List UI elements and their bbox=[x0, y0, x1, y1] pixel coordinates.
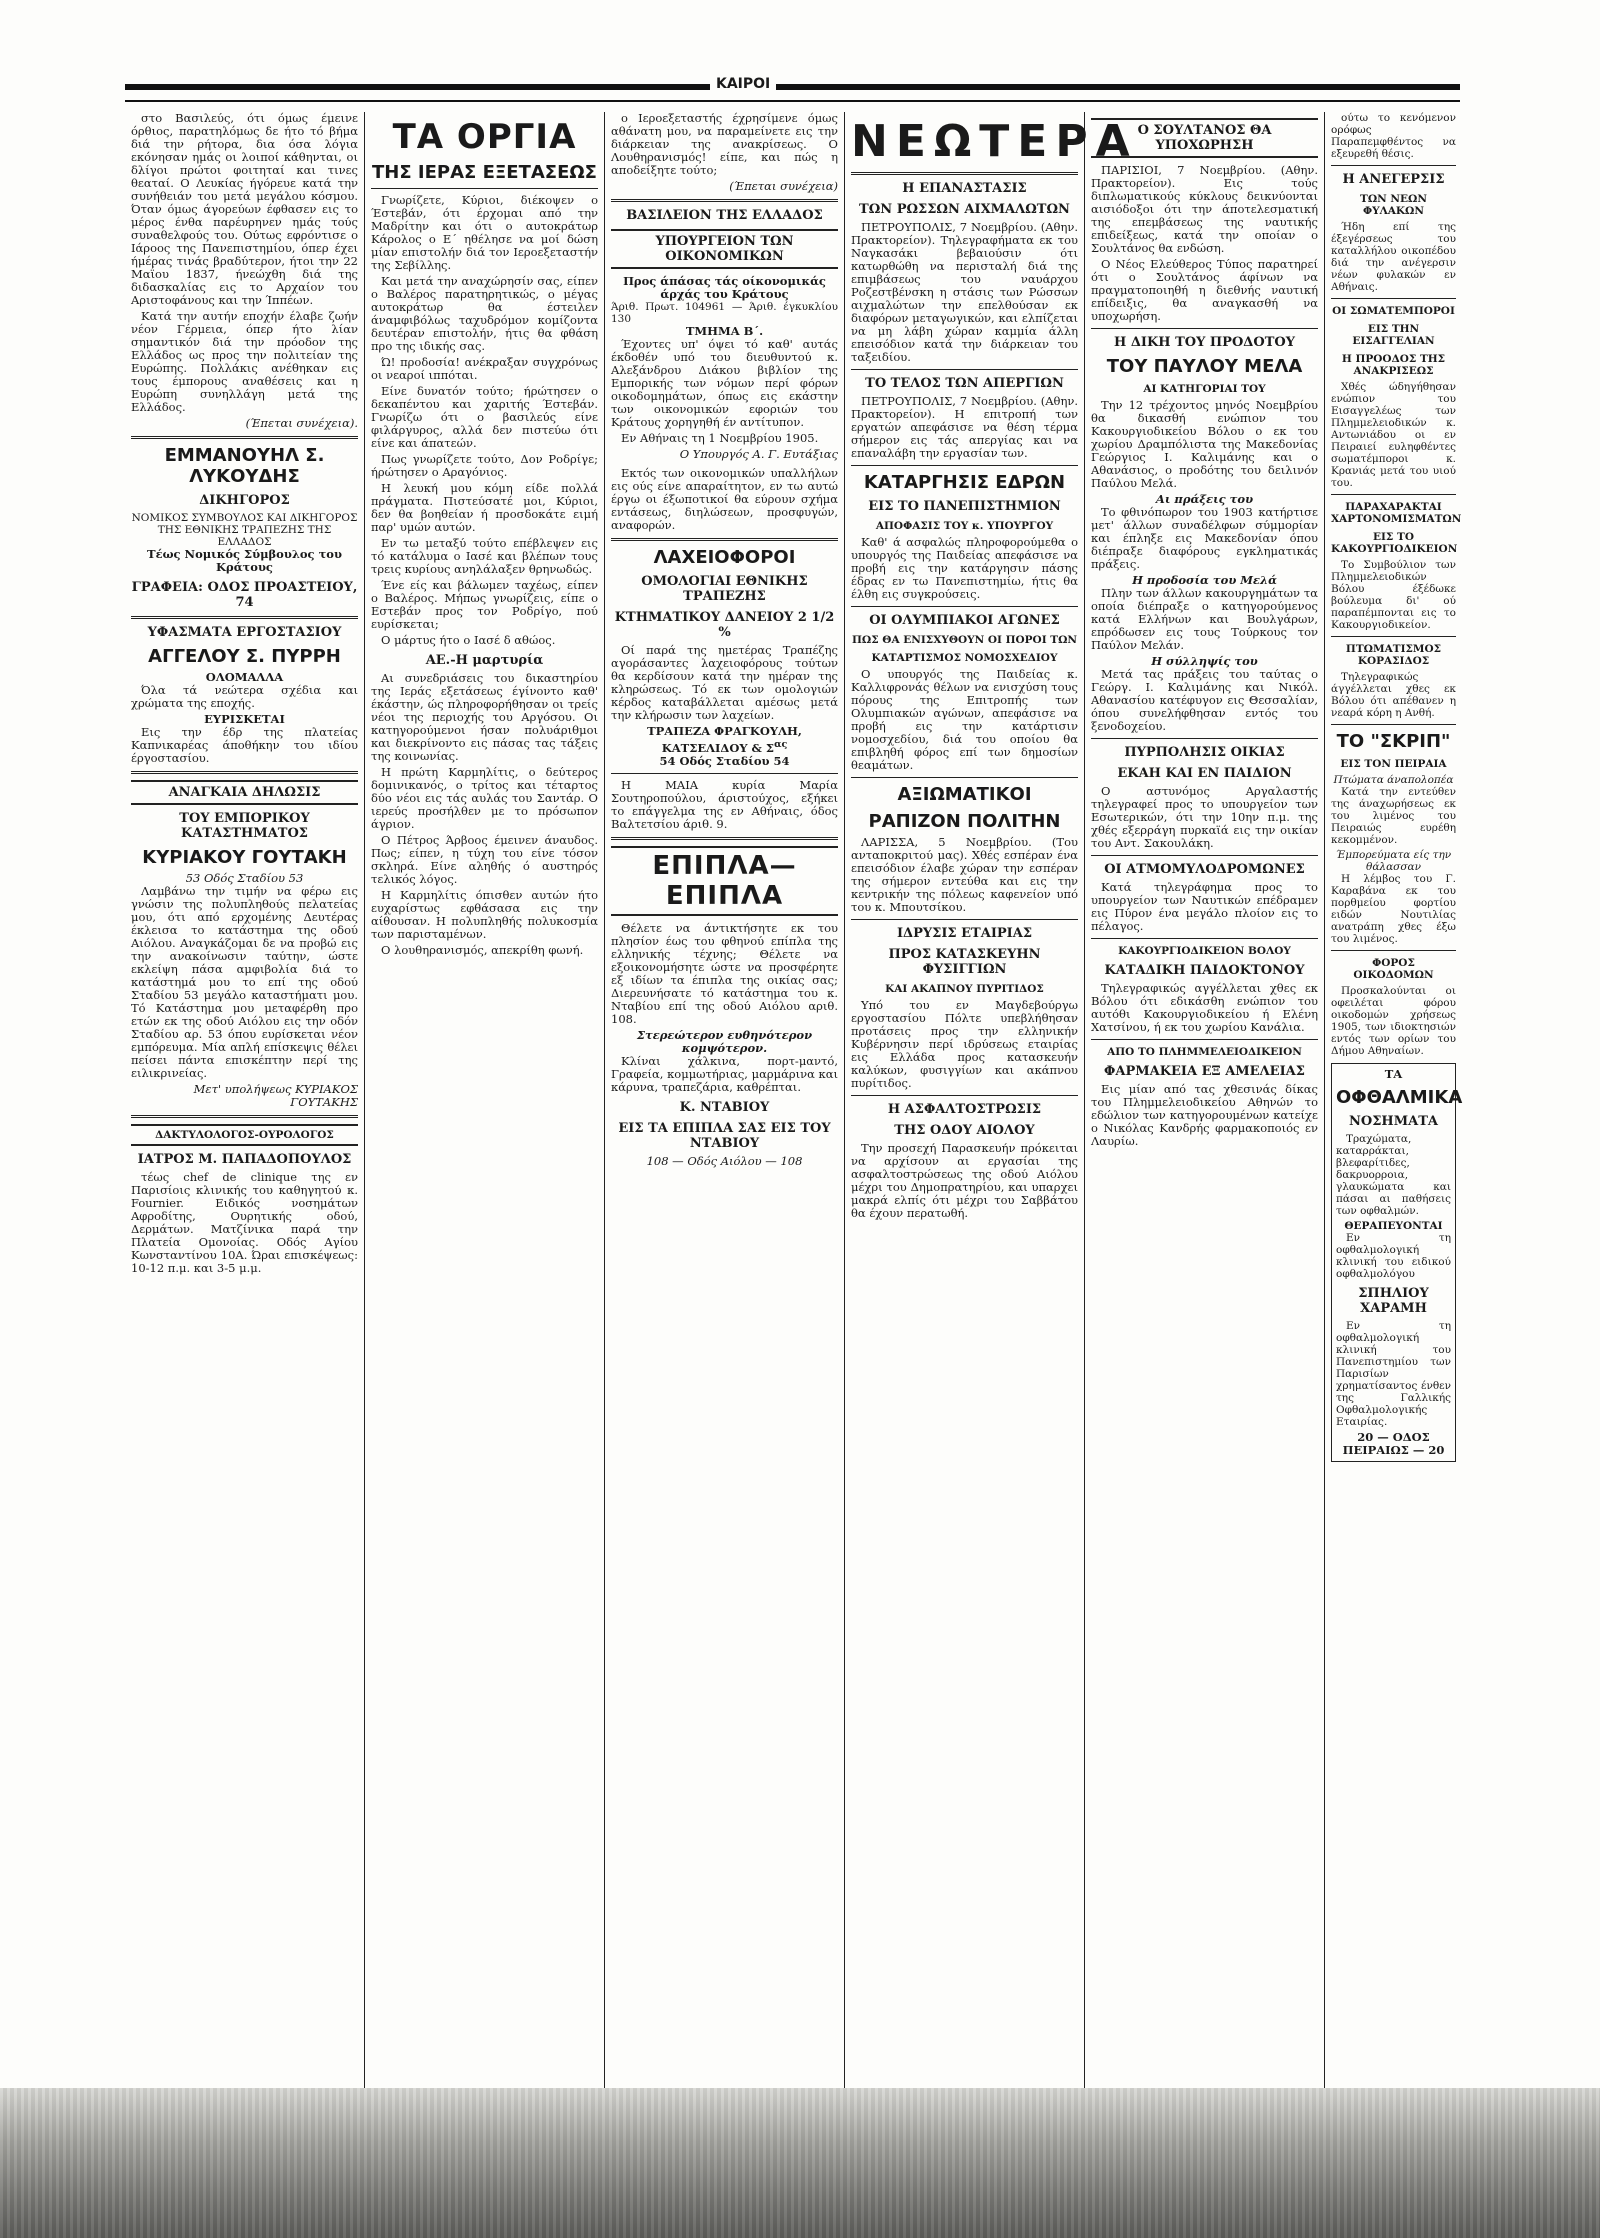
ad-eye-text: Τραχώματα, καταρράκται, βλεφαρίτιδες, δακρυορροια, γλαυκώματα και πάσαι αι παθήσεις των οφθαλμών. bbox=[1336, 1133, 1451, 1217]
announcement-signature: Ο Υπουργός Α. Γ. Ευτάξιας bbox=[679, 447, 838, 461]
ad-lawyer-name: ΕΜΜΑΝΟΥΗΛ Σ. ΛΥΚΟΥΔΗΣ bbox=[164, 445, 325, 487]
serial-text: ο Ιεροεξεταστής έχρησίμενε όμως αθάνατη μου, να παραμείνετε εις την διάρκειαν της ανακρίσεως. Ο Λουθηρανισμός! είπε, και πώς η αποδείξητε τούτο; bbox=[611, 111, 838, 177]
news-section-heading: Πτώματα άναπολοπέα bbox=[1333, 774, 1454, 786]
announcement-text: Έχοντες υπ' όψει τό καθ' αυτάς έκδοθέν υπό του διευθυντού κ. Αλεξάνδρου Διάκου βιβλίον της Εμπορικής των νόμων περί φόρων οικοδομημάτων, όπως εις εκάστην των οικονομικών εφοριών του Κράτους χορηγηθή έν αντίτυπον. bbox=[611, 337, 838, 429]
ad-notice-sub: ΤΟΥ ΕΜΠΟΡΙΚΟΥ ΚΑΤΑΣΤΗΜΑΤΟΣ bbox=[179, 811, 310, 841]
news-text: Το φθινόπωρον του 1903 κατήρτισε μετ' άλλων συναδέλφων σύμμορίαν και έπληξε εις Μακεδονίαν όπου διέπραξε διαφόρους εγκληματικάς πράξεις. bbox=[1091, 505, 1318, 571]
news-subheadline: ΡΑΠΙΖΟΝ ΠΟΛΙΤΗΝ bbox=[868, 811, 1061, 832]
ad-eye-therapy: ΘΕΡΑΠΕΥΟΝΤΑΙ bbox=[1344, 1220, 1443, 1232]
news-subheadline: ΠΡΟΣ ΚΑΤΑΣΚΕΥΗΝ ΦΥΣΙΓΓΙΩΝ bbox=[888, 947, 1041, 977]
serial-text: Γνωρίζετε, Κύριοι, διέκοψεν ο Έστεβάν, ότι έρχομαι από την Μαδρίτην και ότι ο αυτοκράτωρ Κάρολος ο Ε΄ ηθέλησε να μοί δώση μίαν επιστολήν διά τον Ιεροεξεταστήν της Σεβίλλης. bbox=[371, 193, 598, 272]
news-text: Το Συμβούλιον των Πλημμελειοδικών Βόλου έξέδωκε βούλευμα δι' ού παραπέμπονται εις το Κακουργιοδικείον. bbox=[1331, 559, 1456, 631]
news-text: Την 12 τρέχοντος μηνός Νοεμβρίου θα δικασθή ενώπιον του Κακουργιοδικείου Βόλου ο εκ του χωρίου Δραμπόλιστα της Μακεδονίας Γεώργιος Ι. Καλιμάνης και ο Αθανάσιος, ο προδότης του δειλινόν Παύλου Μελά. bbox=[1091, 398, 1318, 490]
news-subheadline: ΕΙΣ ΤΟΝ ΠΕΙΡΑΙΑ bbox=[1340, 758, 1447, 770]
ad-notice-text: Λαμβάνω την τιμήν να φέρω εις γνώσιν της πολυπληθούς πελατείας μου, ότι από ερχομένης Δευτέρας έκλεισα το κατάστημα της οδού Αιόλου. Αναγκάζομαι δε να προβώ εις την ανακοίνωσιν ταύτην, ώστε εκλείψη πάσα αμφιβολία διά το κατάστημά μου το επί της οδού Σταδίου 53 μεγάλο καταστήματι μου. Τό Κατάστημα μου μεταφέρθη προ ετών εκ της οδού Αιόλου εις την οδόν Σταδίου αρ. 53 όπου ευρίσκεται νέον εμπόρευμα. Μία απλή επίσκεψις θέλει πείσει πάντα επισκέπτην περί της ειλικρινείας. bbox=[131, 884, 358, 1080]
serial-chapter-heading: ΑΕ.-Η μαρτυρία bbox=[425, 653, 544, 668]
announcement-recipients: Προς άπάσας τάς οίκονομικάς άρχάς του Κράτους bbox=[623, 274, 826, 301]
article-text: Κατά την αυτήν εποχήν έλαβε ζωήν νέον Γέρμεια, όπερ ήτο λίαν σημαντικόν διά την πρόοδον της Ελλάδος ως προς την πολιτείαν της Ευρώπης. Πολλάκις ανέθηκαν εις τους έμπορους αναθέσεις και η Ευρώπη συνηλλάγη μετά της Ελλάδος. bbox=[131, 309, 358, 414]
serial-text: Ο μάρτυς ήτο ο Ιασέ δ αθώος. bbox=[381, 633, 556, 647]
news-text: Ήδη επί της έξεγέρσεως του καταλλήλου οικοπέδου διά την ανέγερσιν νέων φυλακών εν Αθήναις. bbox=[1331, 221, 1456, 293]
serial-text: Ο λουθηρανισμός, απεκρίθη φωνή. bbox=[381, 943, 584, 957]
news-subheadline: ΤΟΥ ΠΑΥΛΟΥ ΜΕΛΑ bbox=[1106, 356, 1303, 377]
masthead-rule bbox=[125, 84, 1460, 102]
ad-lawyer-line: Τέως Νομικός Σύμβουλος του Κράτους bbox=[147, 547, 342, 574]
serial-text: Ένε είς και βάλωμεν ταχέως, είπεν ο Βαλέρος. Μήπως γνωρίζεις, είπε ο Εστεβάν προς τον Ροδρίγο, πού ευρίσκεται; bbox=[371, 578, 598, 631]
continuation-note: (Έπεται συνέχεια) bbox=[729, 179, 838, 193]
column-2 bbox=[365, 112, 605, 2088]
ad-doctor-heading: ΔΑΚΤΥΛΟΛΟΓΟΣ-ΟΥΡΟΛΟΓΟΣ bbox=[131, 1124, 358, 1146]
serial-text: Η πρώτη Καρμηλίτις, ο δεύτερος δομινικανός, ο τρίτος και τέταρτος δύο νέοι εις τάς αυλάς του Σαντάρ. Ο ιερεύς προσήλθεν με το πρόσωπον άγριον. bbox=[371, 765, 598, 831]
news-text: Υπό του εν Μαγδεβούργω εργοστασίου Πόλτε υπεβλήθησαν προτάσεις προς την ελληνικήν Κυβέρνησιν περί ιδρύσεως εταιρίας εις Ελλάδα προς κατασκευήν καλύκων, φυσιγγίων και ακάπνου πυρίτιδος. bbox=[851, 998, 1078, 1090]
ad-eye-text2: Εν τη οφθαλμολογική κλινική του ειδικού οφθαλμολόγου bbox=[1336, 1232, 1451, 1280]
news-text: Κατά τηλεγράφημα προς το υπουργείον των Ναυτικών επέδραμεν εις Πύρον ένα μεγάλο πλοίον εις το πέλαγος. bbox=[1091, 880, 1318, 933]
serial-text: Είνε δυνατόν τούτο; ήρώτησεν ο δεκαπέντου και χαριτής Έστεβάν. Γνωρίζω ότι ο βασιλεύς είνε φιλάργυρος, αλλά δεν πιστεύω ότι είνε και άπατεών. bbox=[371, 384, 598, 450]
news-subheadline: ΕΙΣ ΤΗΝ ΕΙΣΑΓΓΕΛΙΑΝ bbox=[1352, 323, 1435, 347]
news-text: ΠΕΤΡΟΥΠΟΛΙΣ, 7 Νοεμβρίου. (Αθην. Πρακτορείον). Η επιτροπή των εργατών απεφάσισε να θέση τέρμα σήμερον εις τάς απεργίας και να επαναλάβη την εργασίαν των. bbox=[851, 394, 1078, 460]
ad-lottery-sub: ΟΜΟΛΟΓΙΑΙ ΕΘΝΙΚΗΣ ΤΡΑΠΕΖΗΣ bbox=[641, 574, 808, 604]
ad-eye-doctor bbox=[1331, 1063, 1463, 1462]
ad-lottery-address: 54 Οδός Σταδίου 54 bbox=[659, 753, 790, 768]
serial-text: Η λευκή μου κόμη είδε πολλά πράγματα. Πιστεύσατέ μοι, Κύριοι, δεν θα βοηθείαν ή προσδοκάτε ειμή παρ' υμών αυτών. bbox=[371, 481, 598, 534]
news-section-heading: Η σύλληψίς του bbox=[1151, 654, 1258, 668]
ad-furniture-name: Κ. ΝΤΑΒΙΟΥ bbox=[679, 1099, 770, 1115]
serial-subtitle: ΤΗΣ ΙΕΡΑΣ ΕΞΕΤΑΣΕΩΣ bbox=[372, 162, 597, 183]
news-text: Πλην των άλλων κακουργημάτων τα οποία διέπραξε ο κατηγορούμενος κατά Ελλήνων και Βουλγάρων, επρόδωσεν εις τους Τούρκους τον Παύλον Μελάν. bbox=[1091, 586, 1318, 652]
ad-furniture-text: Θέλετε να άντικτήσητε εκ του πλησίον έως του φθηνού επίπλα της ελληνικής τέχνης; Θέλετε να εξοικονομήσητε ώστε να προσφέρητε εξ ιδίων τα έπιπλα της οικίας σας; Διερευνήσατε τό κατάστημα του κ. Νταβίου επί της οδού Αιόλου αριθ. 108. bbox=[611, 920, 838, 1026]
news-text: ΠΕΤΡΟΥΠΟΛΙΣ, 7 Νοεμβρίου. (Αθην. Πρακτορείον). Τηλεγραφήματα εκ του Ναγκασάκι βεβαιούσιν ότι κατωρθώθη να περισταλή διά της επιμβάσεως του ναυάρχου Ροζεστβένσκη η στάσις των Ρώσσων αιχμαλώτων την επελθούσαν εκ διαφόρων μεταγωγικών, και ελπίζεται να μη λάβη χώραν καμμία άλλη επεισόδιον κατά την διάρκειαν του ταξειδίου. bbox=[851, 220, 1078, 364]
news-headline: ΚΑΚΟΥΡΓΙΟΔΙΚΕΙΟΝ ΒΟΛΟΥ bbox=[1118, 945, 1291, 957]
news-headline: Ο ΣΟΥΛΤΑΝΟΣ ΘΑ ΥΠΟΧΩΡΗΣΗ bbox=[1091, 118, 1318, 158]
news-text: Ο υπουργός της Παιδείας κ. Καλλιφρονάς θέλων να ενισχύση τους πόρους της Επιτροπής των Ολυμπιακών αγώνων, απεφάσισε να προβή εις την κατάρτισιν νομοσχεδίου, διά του οποίου θα επιβληθή φόρος επί των δημοσίων θεαμάτων. bbox=[851, 667, 1078, 772]
ad-furniture-slogan: Στερεώτερον ευθηνότερον κομψότερον. bbox=[636, 1027, 813, 1055]
column-3 bbox=[605, 112, 845, 2088]
news-subheadline: ΕΙΣ ΤΟ ΚΑΚΟΥΡΓΙΟΔΙΚΕΙΟΝ bbox=[1331, 531, 1458, 555]
news-text: Τηλεγραφικώς άγγέλλεται χθες εκ Βόλου ότι απέθανεν η νεαρά κόρη η Ανθή. bbox=[1331, 671, 1456, 719]
ad-midwife-text: Η ΜΑΙΑ κυρία Μαρία Σουτηροπούλου, άριστούχος, εξήκει το επάγγελμα της εν Αθήναις, όδος Βαλτετσίου άριθ. 9. bbox=[611, 777, 838, 831]
news-text: Χθές ώδηγήθησαν ενώπιον του Εισαγγελέως των Πλημμελειοδικών κ. Αντωνιάδου οι εν Πειραιεί ευληφθέντες σωματέμποροι κ. Κρανιάς μετά του υιού του. bbox=[1331, 381, 1456, 489]
announcement-kingdom: ΒΑΣΙΛΕΙΟΝ ΤΗΣ ΕΛΛΑΔΟΣ bbox=[626, 208, 823, 223]
news-headline: Η ΑΝΕΓΕΡΣΙΣ bbox=[1342, 172, 1445, 187]
news-subheadline: ΦΑΡΜΑΚΕΙΑ ΕΞ ΑΜΕΛΕΙΑΣ bbox=[1104, 1064, 1305, 1079]
ad-notice-signature: Μετ' υπολήψεως ΚΥΡΙΑΚΟΣ ΓΟΥΤΑΚΗΣ bbox=[193, 1082, 358, 1109]
ad-lawyer-subtitle: ΝΟΜΙΚΟΣ ΣΥΜΒΟΥΛΟΣ ΚΑΙ ΔΙΚΗΓΟΡΟΣ ΤΗΣ ΕΘΝΙΚΗΣ ΤΡΑΠΕΖΗΣ ΤΗΣ ΕΛΛΑΔΟΣ bbox=[131, 512, 358, 548]
ad-eye-address: 20 — ΟΔΟΣ ΠΕΙΡΑΙΩΣ — 20 bbox=[1342, 1430, 1445, 1457]
ad-notice-heading: ΑΝΑΓΚΑΙΑ ΔΗΛΩΣΙΣ bbox=[131, 780, 358, 805]
news-text: ΛΑΡΙΣΣΑ, 5 Νοεμβρίου. (Του ανταποκριτού μας). Χθές εσπέραν ένα επεισόδιον έλαβε χώραν την εσπέραν της σήμερον εντεύθα και εις την κεντρικήν της πόλεως καφενείον υπό του κ. Μπουτσίκου. bbox=[851, 835, 1078, 914]
news-headline: ΠΤΩΜΑΤΙΣΜΟΣ ΚΟΡΑΣΙΔΟΣ bbox=[1345, 643, 1442, 667]
news-headline: ΑΞΙΩΜΑΤΙΚΟΙ bbox=[897, 784, 1032, 805]
article-text: στο Βασιλεύς, ότι όμως έμεινε όρθιος, παρατηλόμως δε ήτο τό βήμα διά την ρήτορα, δια όσα λόγια εκόνησαν ημάς οι λοιποί κάθηνται, οι δλίγοι πρώτοι φοιτηταί και τινες θεαταί. Ο Λευκίας ήγόρευε κατά την συνήθειάν του μετά μεγάλου κόσμου. Όταν όμως άγορεύων έφθασεν εις το μέρος ένθα παρέυρηνεν ημάς τούς συναθελφούς του. Ούτως εφρόντισε ο Ιάροος της Πανεπιστημίου, όπερ έχει ήμέρας τινάς βραδύτερον, ήτοι την 22 Μαΐου 1837, ήνεώχθη διά της διδασκαλίας εις το Αρχαίον του Αριστοφάνους και την Ίππέων. bbox=[131, 111, 358, 307]
news-text: Προσκαλούνται οι οφειλέται φόρου οικοδομών χρήσεως 1905, των ιδιοκτησιών εντός των ορίων του Δήμου Αθηναίων. bbox=[1331, 985, 1456, 1057]
news-text: ΠΑΡΙΣΙΟΙ, 7 Νοεμβρίου. (Αθην. Πρακτορείον). Εις τούς διπλωματικούς κύκλους δεικνύονται αισιόδοξοι ότι την άποτελεσματική της επεμβάσεως της ναυτικής επιδείξεως, κατά την οποίαν ο Σουλτάνος θα ενδώση. bbox=[1091, 163, 1318, 255]
news-headline: ΑΠΟ ΤΟ ΠΛΗΜΜΕΛΕΙΟΔΙΚΕΙΟΝ bbox=[1107, 1046, 1302, 1058]
serial-text: Εν τω μεταξύ τούτο επέβλεψεν εις τό κατάλυμα ο Ιασέ και βλέπων τους τρεις κυρίους ανηλάλαξεν θρηνωδώς. bbox=[371, 536, 598, 576]
news-headline: ΚΑΤΑΡΓΗΣΙΣ ΕΔΡΩΝ bbox=[863, 472, 1066, 493]
ad-lottery-sub2: ΚΤΗΜΑΤΙΚΟΥ ΔΑΝΕΙΟΥ 2 1/2 % bbox=[614, 610, 835, 640]
ad-fabrics-text: Όλα τά νεώτερα σχέδια και χρώματα της εποχής. bbox=[131, 683, 358, 710]
news-text: Τηλεγραφικώς αγγέλλεται χθες εκ Βόλου ότι εδικάσθη ενώπιον του αυτόθι Κακουργιοδικείου ή Ελένη Χατσίνου, ή εκ του χωρίου Κανάλια. bbox=[1091, 981, 1318, 1034]
news-subheadline: ΑΙ ΚΑΤΗΓΟΡΙΑΙ ΤΟΥ bbox=[1143, 383, 1266, 395]
ad-furniture-address: 108 — Οδός Αιόλου — 108 bbox=[646, 1153, 803, 1168]
serial-text: Η Καρμηλίτις όπισθεν αυτών ήτο ευχαρίστως εφθάσασα εις την αίθουσαν. Η πολυπληθής πολυκοσμία των παρισταμένων. bbox=[371, 888, 598, 941]
news-headline: ΙΔΡΥΣΙΣ ΕΤΑΙΡΙΑΣ bbox=[896, 926, 1033, 941]
news-text: Ο Νέος Ελεύθερος Τύπος παρατηρεί ότι ο Σουλτάνος άφίνων να πραγματοποιηθή η διεθνής ναυτική επίδειξις, θα αναγκασθή να υποχωρήση. bbox=[1091, 257, 1318, 323]
news-headline: ΦΟΡΟΣ ΟΙΚΟΔΟΜΩΝ bbox=[1353, 957, 1434, 981]
news-text: Εις μίαν από τας χθεσινάς δίκας του Πλημμελειοδικείου Αθηνών το εδώλιον των κατηγορουμένων κατείχε ο Νικόλας Κανδρής φαρμακοποιός εν Λαυρίω. bbox=[1091, 1082, 1318, 1148]
news-headline: Η ΕΠΑΝΑΣΤΑΣΙΣ bbox=[902, 181, 1027, 196]
ad-notice-name: ΚΥΡΙΑΚΟΥ ΓΟΥΤΑΚΗ bbox=[142, 847, 347, 868]
column-4 bbox=[845, 112, 1138, 2088]
ad-fabrics-name: ΑΓΓΕΛΟΥ Σ. ΠΥΡΡΗ bbox=[148, 646, 341, 667]
news-text: Κατά την εντεύθεν της άναχωρήσεως εκ του λιμένος του Πειραιώς ευρέθη κεκομμένον. bbox=[1331, 786, 1456, 846]
ad-lawyer-title: ΔΙΚΗΓΟΡΟΣ bbox=[199, 493, 290, 508]
news-headline: ΤΟ ΤΕΛΟΣ ΤΩΝ ΑΠΕΡΓΙΩΝ bbox=[865, 376, 1064, 391]
news-headline: ΤΟ "ΣΚΡΙΠ" bbox=[1336, 731, 1451, 752]
news-headline: ΠΑΡΑΧΑΡΑΚΤΑΙ ΧΑΡΤΟΝΟΜΙΣΜΑΤΩΝ bbox=[1331, 501, 1462, 525]
ad-notice-address: 53 Οδός Σταδίου 53 bbox=[185, 871, 304, 885]
ad-furniture-text2: Κλίναι χάλκινα, πορτ-μαντό, Γραφεία, κομμωτήριας, μαρμάρινα και κάρυνα, τραπεζάρια, καθρέπται. bbox=[611, 1053, 838, 1094]
continuation-note: (Έπεται συνέχεια). bbox=[245, 416, 358, 430]
ad-eye-title2: ΝΟΣΗΜΑΤΑ bbox=[1349, 1114, 1438, 1129]
news-subheadline: ΚΑΤΑΡΤΙΣΜΟΣ ΝΟΜΟΣΧΕΔΙΟΥ bbox=[871, 652, 1058, 664]
ad-eye-ta: ΤΑ bbox=[1384, 1067, 1403, 1081]
news-section-heading: Έμπορεύματα είς την θάλασσαν bbox=[1335, 849, 1452, 873]
news-subheadline: ΚΑΙ ΑΚΑΠΝΟΥ ΠΥΡΙΤΙΔΟΣ bbox=[885, 983, 1044, 995]
news-headline: ΟΙ ΣΩΜΑΤΕΜΠΟΡΟΙ bbox=[1332, 305, 1455, 317]
ad-fabrics-find: ΕΥΡΙΣΚΕΤΑΙ bbox=[204, 712, 285, 726]
announcement-reference: Άριθ. Πρωτ. 104961 — Άριθ. έγκυκλίου 130 bbox=[611, 301, 838, 325]
column-5 bbox=[1085, 112, 1325, 2088]
news-headline: Η ΑΣΦΑΛΤΟΣΤΡΩΣΙΣ bbox=[887, 1102, 1042, 1117]
news-text: ούτω το κενόμενον ορόφως Παραπεμφθέντος να εξευρεθή θέσις. bbox=[1331, 112, 1456, 160]
serial-text: Πως γνωρίζετε τούτο, Δον Ροδρίγε; ήρώτησεν ο Αραγόνιος. bbox=[371, 452, 598, 479]
news-subheadline: ΤΩΝ ΡΩΣΣΩΝ ΑΙΧΜΑΛΩΤΩΝ bbox=[859, 202, 1070, 217]
ad-furniture-heading: ΕΠΙΠΛΑ—ΕΠΙΠΛΑ bbox=[611, 846, 838, 916]
news-section-heading: Η προδοσία του Μελά bbox=[1132, 573, 1277, 587]
ad-doctor-text: τέως chef de clinique της εν Παρισίοις κλινικής του καθηγητού κ. Fournier. Ειδικός νοσημάτων Αφροδίτης, Ουρητικής οδού, Δερμάτων. Ματζίνικα παρά την Πλατεία Ομονοίας. Οδός Αγίου Κωνσταντίνου 10Α. Ώραι επισκέψεως: 10-12 π.μ. και 3-5 μ.μ. bbox=[131, 1170, 358, 1275]
masthead-title: ΚΑΙΡΟΙ bbox=[710, 76, 776, 92]
news-subheadline: Η ΠΡΟΟΔΟΣ ΤΗΣ ΑΝΑΚΡΙΣΕΩΣ bbox=[1341, 353, 1446, 377]
scan-shadow-area bbox=[0, 2088, 1600, 2238]
ad-eye-name: ΣΠΗΛΙΟΥ ΧΑΡΑΜΗ bbox=[1358, 1286, 1429, 1316]
serial-text: Ο Πέτρος Άρβοος έμεινεν άναυδος. Πως; είπεν, η τύχη του είνε τόσον σκληρά. Είνε αληθής ό αυστηρός τελικός λόγος. bbox=[371, 833, 598, 886]
column-6 bbox=[1325, 112, 1462, 2088]
ad-eye-title: ΟΦΘΑΛΜΙΚΑ bbox=[1336, 1087, 1463, 1108]
ad-fabrics-text2: Εις την έδρ της πλατείας Καπνικαρέας άποθήκην του ιδίου έργοστασίου. bbox=[131, 725, 358, 765]
ad-eye-text3: Εν τη οφθαλμολογική κλινική του Πανεπιστημίου των Παρισίων χρηματίσαντος ένθεν της Γαλλικής Οφθαλμολογικής Εταιρίας. bbox=[1336, 1320, 1451, 1428]
serial-text: Και μετά την αναχώρησίν σας, είπεν ο Βαλέρος παρατηρητικώς, ο μέγας αυτοκράτωρ θα έστειλεν άναμφιβόλως ταχυδρόμον κομίζοντα δευτέραν επιστολήν, ήτις θα φθάση προ της ιδικής σας. bbox=[371, 274, 598, 353]
section-title: ΝΕΩΤΕΡΑ bbox=[851, 116, 1138, 167]
news-text: Ο αστυνόμος Αργαλαστής τηλεγραφεί προς το υπουργείον των Εσωτερικών, ότι την 10ην π.μ. της χθές εξερράγη πυρκαϊά εις την οικίαν του Αντ. Σακουλάκη. bbox=[1091, 784, 1318, 850]
announcement-ministry: ΥΠΟΥΡΓΕΙΟΝ ΤΩΝ ΟΙΚΟΝΟΜΙΚΩΝ bbox=[611, 229, 838, 269]
news-subheadline: ΤΗΣ ΟΔΟΥ ΑΙΟΛΟΥ bbox=[894, 1123, 1035, 1138]
news-headline: Η ΔΙΚΗ ΤΟΥ ΠΡΟΔΟΤΟΥ bbox=[1114, 335, 1295, 350]
ad-fabrics-sub: ΟΛΟΜΑΛΛΑ bbox=[205, 670, 284, 684]
news-text: Η λέμβος του Γ. Καραβάνα εκ του πορθμείου φορτίου ειδών Νουτιλίας ανατράπη χθες έξω του λιμένος. bbox=[1331, 873, 1456, 945]
ad-fabrics-heading: ΥΦΑΣΜΑΤΑ ΕΡΓΟΣΤΑΣΙΟΥ bbox=[147, 625, 342, 640]
ad-furniture-name2: ΕΙΣ ΤΑ ΕΠΙΠΛΑ ΣΑΣ ΕΙΣ ΤΟΥ ΝΤΑΒΙΟΥ bbox=[618, 1120, 831, 1151]
news-subheadline: ΕΙΣ ΤΟ ΠΑΝΕΠΙΣΤΗΜΙΟΝ bbox=[868, 499, 1061, 514]
news-headline: ΟΙ ΟΛΥΜΠΙΑΚΟΙ ΑΓΩΝΕΣ bbox=[869, 613, 1060, 628]
news-subheadline: ΚΑΤΑΔΙΚΗ ΠΑΙΔΟΚΤΟΝΟΥ bbox=[1104, 963, 1305, 978]
announcement-text: Εκτός των οικονομικών υπαλλήλων εις ούς είνε απαραίτητον, εν τω αυτώ έργω οι έξωποτικοί θα εύρουν σχήμα εντάσεως, διηλώσεων, προσφυγών, αναφορών. bbox=[611, 466, 838, 532]
news-headline: ΠΥΡΠΟΛΗΣΙΣ ΟΙΚΙΑΣ bbox=[1124, 745, 1285, 760]
announcement-date: Εν Αθήναις τη 1 Νοεμβρίου 1905. bbox=[621, 431, 819, 445]
news-subheadline: ΤΩΝ ΝΕΩΝ ΦΥΛΑΚΩΝ bbox=[1360, 193, 1427, 217]
ad-lottery-text: Οί παρά της ημετέρας Τραπέζης αγοράσαντες λαχειοφόρους τούτων θα κερδίσουν κατά την ημέραν της κληρώσεως. Τό εκ των ομολογιών κέρδος καταβάλλεται αμέσως μετά την κλήρωσιν των λαχείων. bbox=[611, 643, 838, 722]
ad-lottery-heading: ΛΑΧΕΙΟΦΟΡΟΙ bbox=[653, 547, 796, 568]
serial-title: ΤΑ ΟΡΓΙΑ bbox=[392, 117, 577, 157]
news-text: Καθ' ά ασφαλώς πληροφορούμεθα ο υπουργός της Παιδείας απεφάσισε να προβή εις την κατάργησιν πάσης έδρας εν τω Πανεπιστημίω, ήτις θα έλθη εις συγκρούσεις. bbox=[851, 535, 1078, 601]
column-1 bbox=[125, 112, 365, 2088]
news-subheadline: ΠΩΣ ΘΑ ΕΝΙΣΧΥΘΟΥΝ ΟΙ ΠΟΡΟΙ ΤΩΝ bbox=[851, 634, 1078, 646]
news-subheadline: ΕΚΑΗ ΚΑΙ ΕΝ ΠΑΙΔΙΟΝ bbox=[1117, 766, 1292, 781]
ad-lottery-bank: ΤΡΑΠΕΖΑ ΦΡΑΓΚΟΥΛΗ, ΚΑΤΣΕΛΙΔΟΥ & $\Sigma^{\alpha\varsigma}$ bbox=[647, 724, 802, 755]
serial-text: Αι συνεδριάσεις του δικαστηρίου της Ιεράς εξετάσεως έγίνοντο καθ' έκάστην, ώς πληροφορήθησαν οι τρείς νέοι της περιοχής του Αργόσου. Οι κατηγορούμενοι ήσαν πολυάριθμοι και διεκρίνοντο εις πάσας τας τάξεις της κοινωνίας. bbox=[371, 671, 598, 763]
serial-text: Ώ! προδοσία! ανέκραξαν συγχρόνως οι νεαροί ιππόται. bbox=[371, 355, 598, 382]
announcement-dept: ΤΜΗΜΑ Β΄. bbox=[685, 324, 764, 338]
news-text: Την προσεχή Παρασκευήν πρόκειται να αρχίσουν αι εργασίαι της ασφαλτοστρώσεως της οδού Αιόλου μέχρι του Δημοπρατηρίου, και υπαρχει μακρά ελπίς ότι μέχρι του Σαββάτου θα έχουν περατωθή. bbox=[851, 1141, 1078, 1220]
news-text: Μετά τας πράξεις του ταύτας ο Γεώργ. Ι. Καλιμάνης και Νικόλ. Αθανασίου κατέφυγον εις Θεσσαλίαν, όπου συνελήφθησαν εντός του ξενοδοχείου. bbox=[1091, 667, 1318, 733]
ad-lawyer-address: ΓΡΑΦΕΙΑ: ΟΔΟΣ ΠΡΟΑΣΤΕΙΟΥ, 74 bbox=[131, 580, 358, 610]
news-subheadline: ΑΠΟΦΑΣΙΣ ΤΟΥ κ. ΥΠΟΥΡΓΟΥ bbox=[875, 520, 1054, 532]
ad-doctor-name: ΙΑΤΡΟΣ Μ. ΠΑΠΑΔΟΠΟΥΛΟΣ bbox=[137, 1152, 352, 1167]
news-section-heading: Αι πράξεις του bbox=[1155, 492, 1254, 506]
news-headline: ΟΙ ΑΤΜΟΜΥΛΟΔΡΟΜΩΝΕΣ bbox=[1104, 862, 1305, 877]
